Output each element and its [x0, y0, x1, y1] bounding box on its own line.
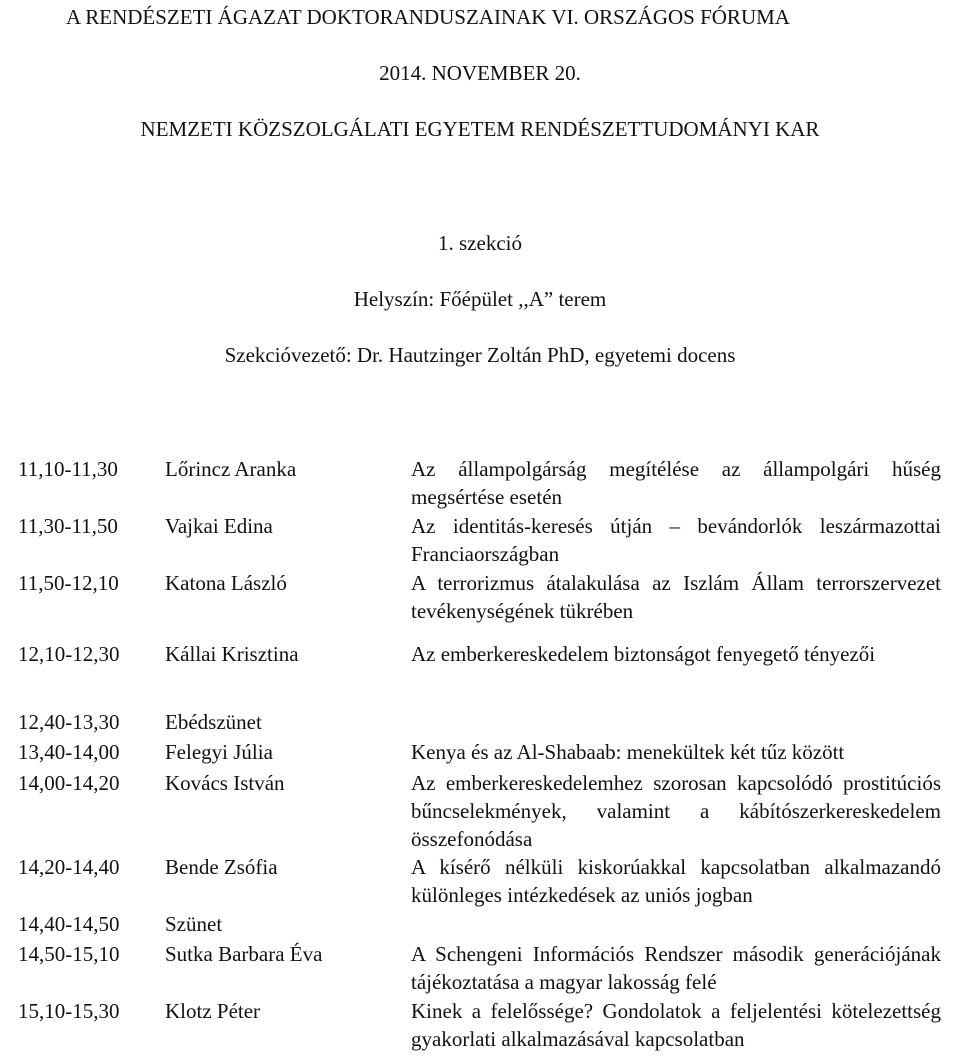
row-time: 14,00-14,20	[18, 771, 120, 795]
event-date: 2014. NOVEMBER 20.	[379, 61, 581, 85]
row-speaker: Kovács István	[165, 771, 285, 795]
row-speaker: Vajkai Edina	[165, 514, 273, 538]
row-speaker: Szünet	[165, 912, 223, 936]
row-time: 15,10-15,30	[18, 999, 120, 1023]
section-chair: Szekcióvezető: Dr. Hautzinger Zoltán PhD, egyetemi docens	[224, 343, 736, 367]
row-title: Az emberkereskedelemhez szorosan kapcsolódó prostitúciós bűncselekmények, valamint a kábítószerkereskedelem összefonódása	[411, 771, 941, 851]
row-time: 11,30-11,50	[18, 514, 118, 538]
forum-title: A RENDÉSZETI ÁGAZAT DOKTORANDUSZAINAK VI. ORSZÁGOS FÓRUMA	[66, 5, 790, 29]
row-time: 14,50-15,10	[18, 942, 120, 966]
row-title: A Schengeni Információs Rendszer második generációjának tájékoztatása a magyar lakosság felé	[411, 942, 941, 994]
institution-name: NEMZETI KÖZSZOLGÁLATI EGYETEM RENDÉSZETTUDOMÁNYI KAR	[140, 117, 820, 141]
row-time: 13,40-14,00	[18, 740, 120, 764]
row-title: Kenya és az Al-Shabaab: menekültek két tűz között	[411, 740, 845, 764]
row-time: 14,40-14,50	[18, 912, 120, 936]
row-speaker: Lőrincz Aranka	[165, 457, 297, 481]
venue: Helyszín: Főépület ,,A” terem	[353, 287, 607, 311]
row-time: 11,10-11,30	[18, 457, 118, 481]
row-speaker: Bende Zsófia	[165, 855, 278, 879]
row-speaker: Ebédszünet	[165, 710, 262, 734]
row-title: Az állampolgárság megítélése az állampolgári hűség megsértése esetén	[411, 457, 941, 509]
row-speaker: Katona László	[165, 571, 287, 595]
row-time: 14,20-14,40	[18, 855, 120, 879]
row-title: Az identitás-keresés útján – bevándorlók leszármazottai Franciaországban	[411, 514, 941, 566]
row-time: 12,10-12,30	[18, 642, 120, 666]
row-title: Kinek a felelőssége? Gondolatok a feljelentési kötelezettség gyakorlati alkalmazásával kapcsolatban	[411, 999, 941, 1051]
row-speaker: Kállai Krisztina	[165, 642, 299, 666]
row-title: Az emberkereskedelem biztonságot fenyegető tényezői	[411, 642, 876, 666]
row-title: A kísérő nélküli kiskorúakkal kapcsolatban alkalmazandó különleges intézkedések az uniós jogban	[411, 855, 941, 907]
row-title: A terrorizmus átalakulása az Iszlám Állam terrorszervezet tevékenységének tükrében	[411, 571, 941, 623]
row-time: 11,50-12,10	[18, 571, 119, 595]
row-time: 12,40-13,30	[18, 710, 120, 734]
row-speaker: Felegyi Júlia	[165, 740, 273, 764]
row-speaker: Sutka Barbara Éva	[165, 942, 323, 966]
section-number: 1. szekció	[438, 231, 522, 255]
row-speaker: Klotz Péter	[165, 999, 261, 1023]
